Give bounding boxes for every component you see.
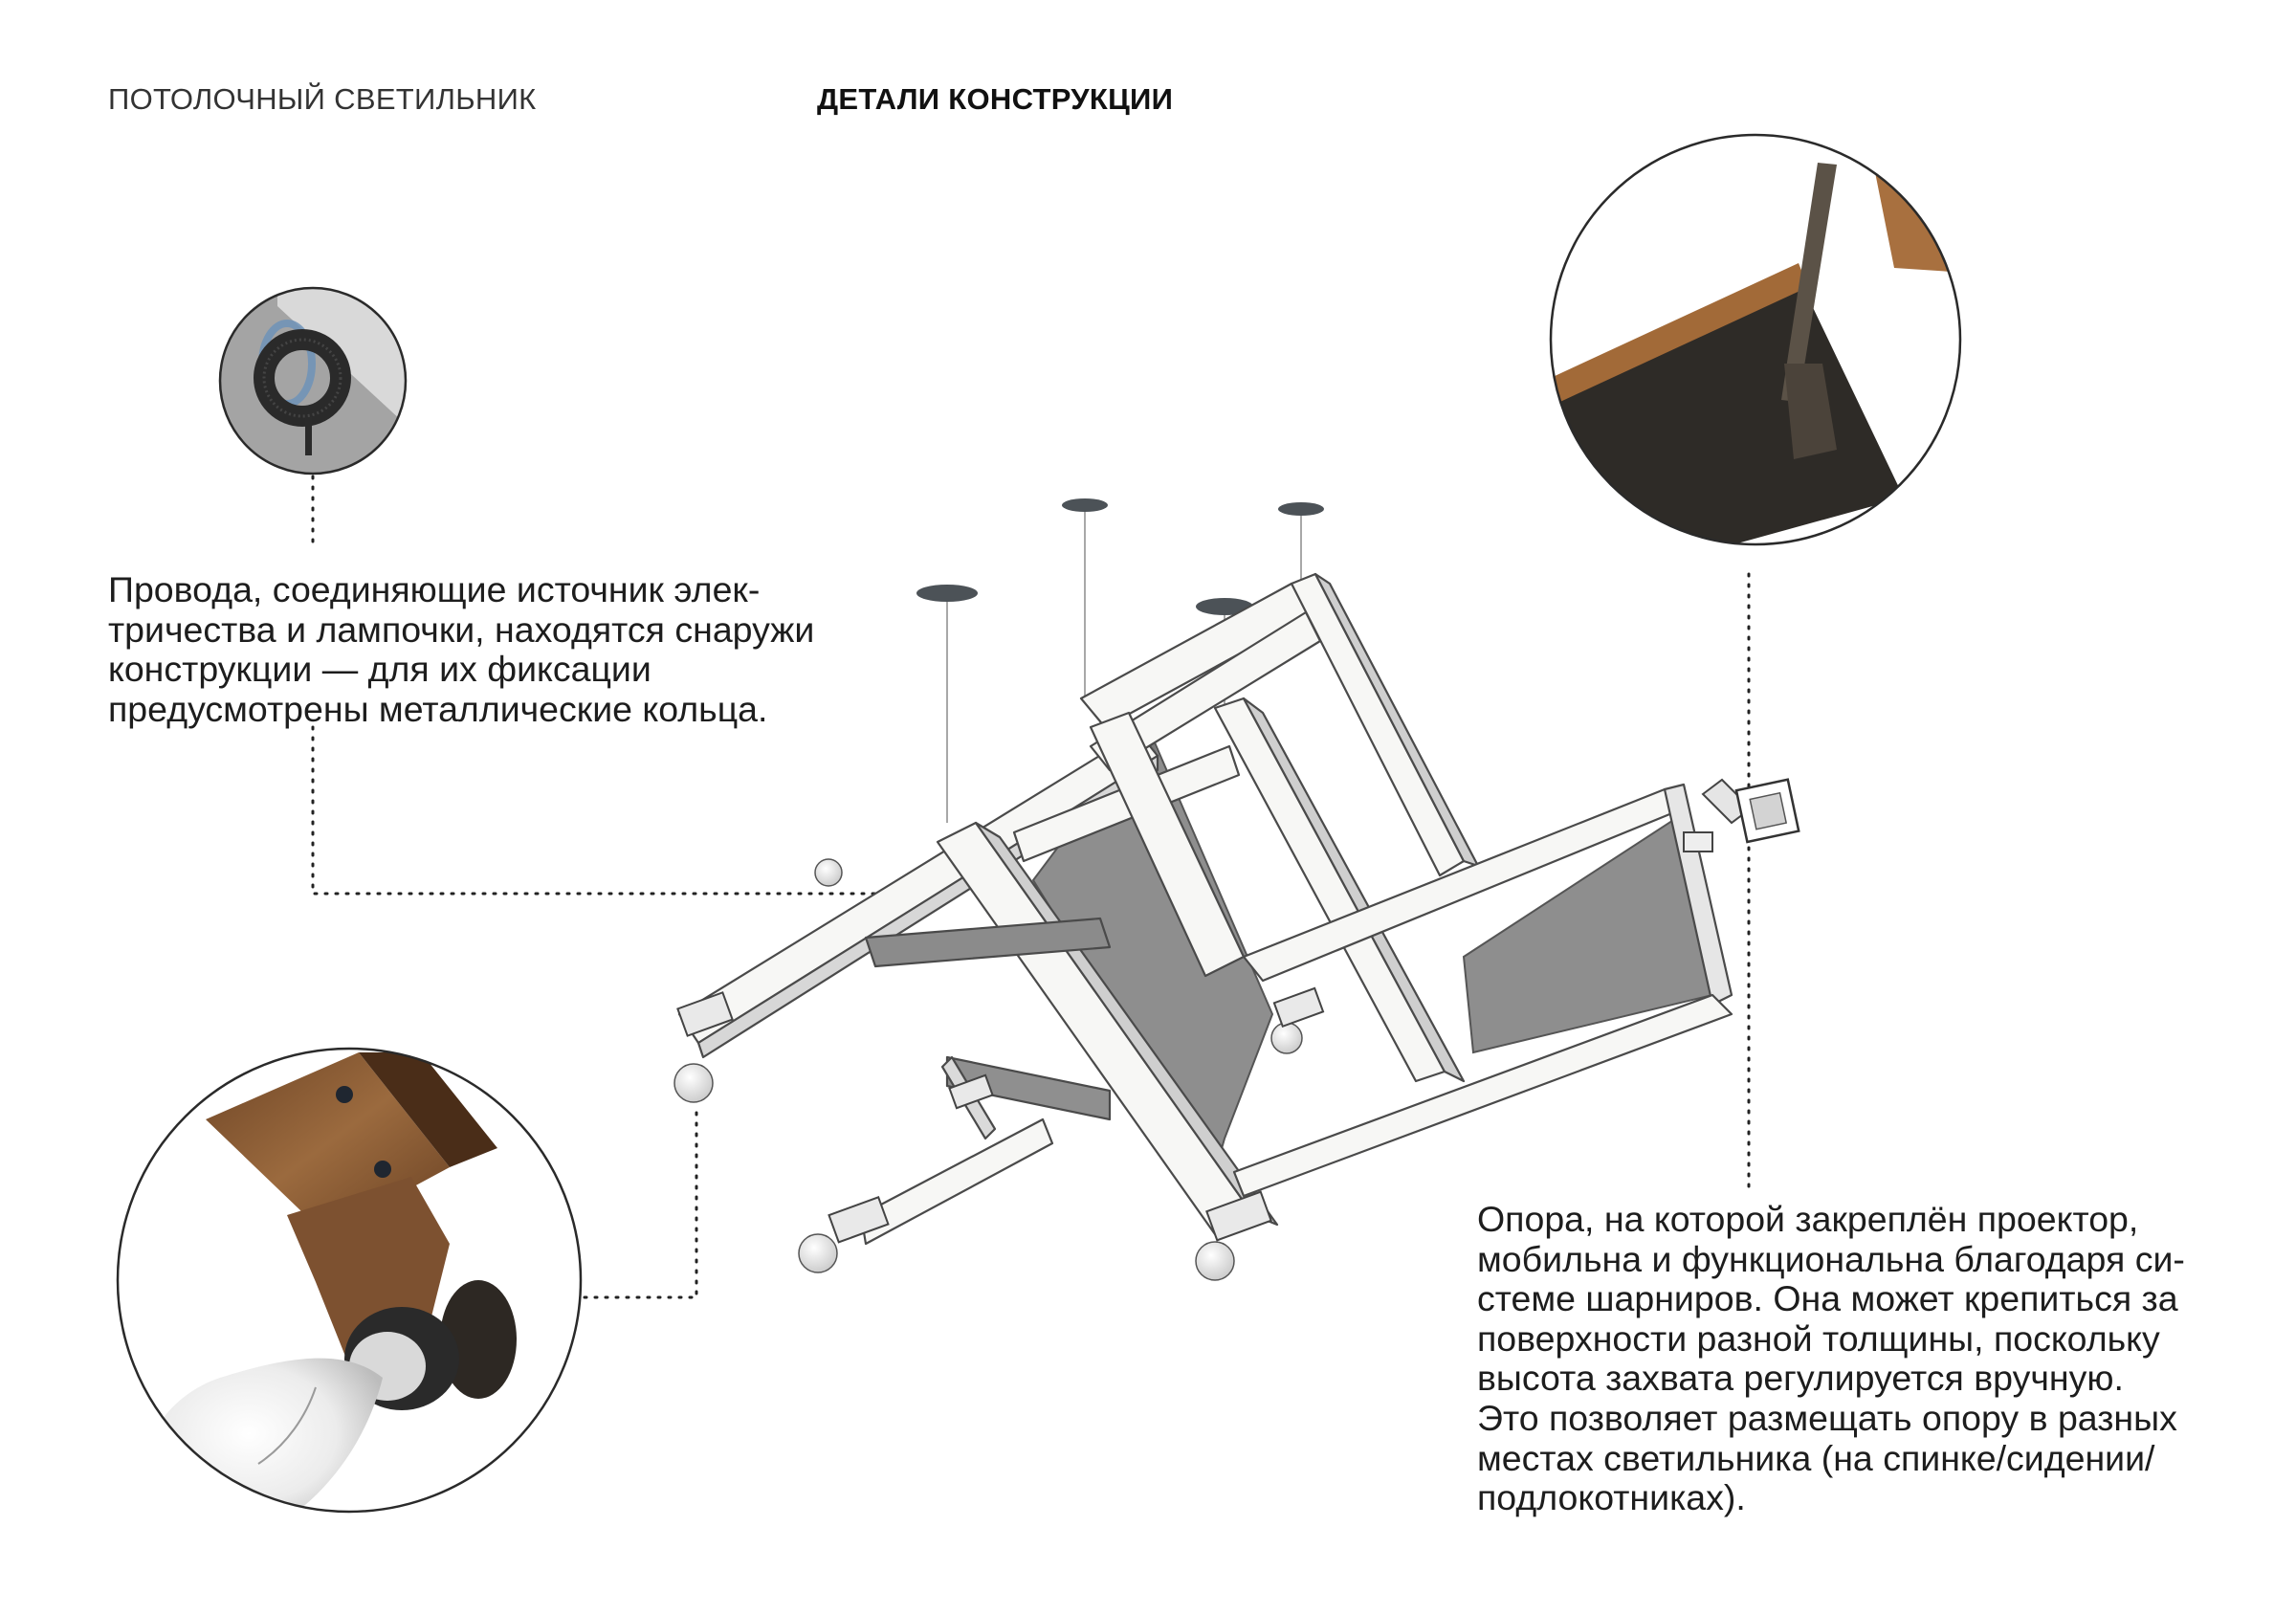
support-note-line: подлокотниках). bbox=[1477, 1477, 1746, 1518]
bulb-icon bbox=[799, 1234, 837, 1272]
support-note-line: местах светильника (на спинке/сидении/ bbox=[1477, 1437, 2155, 1478]
support-note-line: высота захвата регулируется вручную. bbox=[1477, 1358, 2124, 1399]
bulb-icon bbox=[1196, 1242, 1234, 1280]
support-note-line: Это позволяет размещать опору в разных bbox=[1477, 1397, 2177, 1438]
header-title: ПОТОЛОЧНЫЙ СВЕТИЛЬНИК bbox=[108, 82, 537, 116]
support-note-line: стеме шарниров. Она может крепиться за bbox=[1477, 1278, 2178, 1319]
projector bbox=[1684, 780, 1799, 852]
wires-note bbox=[108, 570, 814, 729]
ceiling-mounts bbox=[916, 498, 1324, 615]
section-title: ДЕТАЛИ КОНСТРУКЦИИ bbox=[817, 82, 1174, 116]
bulb-icon bbox=[815, 859, 842, 886]
chair-lamp-illustration bbox=[674, 498, 1799, 1280]
ring-detail bbox=[210, 277, 421, 488]
wires-note-line: предусмотрены металлические кольца. bbox=[108, 688, 768, 729]
wires-note-line: конструкции — для их фиксации bbox=[108, 649, 651, 690]
wires-note-line: Провода, соединяющие источник элек- bbox=[108, 569, 761, 609]
support-note-line: поверхности разной толщины, поскольку bbox=[1477, 1317, 2160, 1359]
bulb-detail bbox=[115, 1043, 584, 1546]
bulb-icon bbox=[674, 1064, 713, 1102]
support-note-line: мобильна и функциональна благодаря си- bbox=[1477, 1238, 2185, 1279]
support-note-line: Опора, на которой закреплён проектор, bbox=[1477, 1199, 2139, 1239]
projector-detail bbox=[1540, 134, 2200, 574]
support-note bbox=[1477, 1200, 2185, 1518]
wires-note-line: тричества и лампочки, находятся снаружи bbox=[108, 608, 815, 650]
bulb-leader bbox=[574, 1110, 696, 1297]
bulb-icon bbox=[1271, 1023, 1302, 1053]
